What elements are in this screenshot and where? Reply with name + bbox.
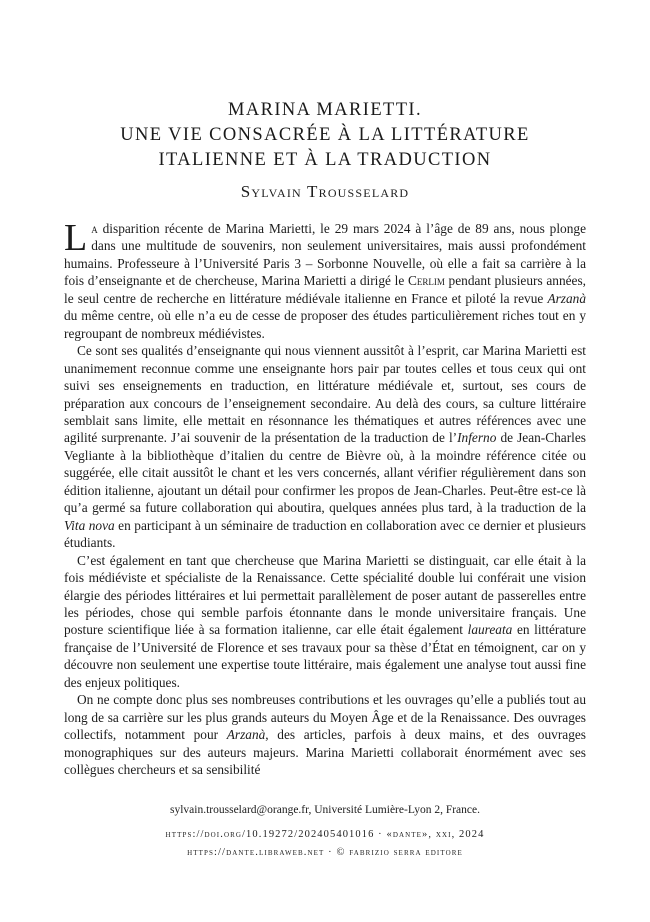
paragraph-1 (64, 217, 586, 342)
article-title-line-2: UNE VIE CONSACRÉE À LA LITTÉRATURE (120, 125, 530, 145)
drop-cap: L (64, 217, 88, 259)
author-affiliation: sylvain.trousselard@orange.fr, Université Lumière-Lyon 2, France. (170, 804, 480, 816)
paragraph-1-text-2: pendant plusieurs années, le seul centre de recherche en littérature médiévale italienne en France et piloté la revue (64, 273, 586, 306)
article-header (0, 98, 650, 203)
laureata-term: laureata (467, 622, 513, 638)
paragraph-4-text-1: On ne compte donc plus ses nombreuses contributions et les ouvrages qu’elle a publiés tout au long de sa carrière sur les plus grands auteurs du Moyen Âge et de la Renaissance. Des ouvrages collectifs, notamment pour (64, 692, 586, 743)
article-title-line-3: ITALIENNE ET À LA TRADUCTION (158, 150, 492, 170)
paragraph-2-text-3: en participant à un séminaire de traduction en collaboration avec ce dernier et plusieurs étudiants. (64, 517, 586, 551)
paragraph-1-text-1: disparition récente de Marina Marietti, le 29 mars 2024 à l’âge de 89 ans, nous plonge dans une multitude de souvenirs, non seulement universitaires, mais aussi profondément humains. Professeure à l’Université Paris 3 – Sorbonne Nouvelle, où elle a fait sa carrière à la fois d’enseignante et de chercheuse, Marina Marietti a dirigé le (64, 221, 586, 289)
paragraph-3-text-2: en littérature française de l’Université de Florence et ses travaux pour sa thèse d’État en témoignent, car on y découvre non seulement une expertise toute littéraire, mais également une analyse tout aussi fine des enjeux politiques. (64, 622, 586, 690)
publisher-line: https://dante.libraweb.net · © fabrizio serra editore (187, 847, 463, 858)
paragraph-3-text-1: C’est également en tant que chercheuse que Marina Marietti se distinguait, car elle était à la fois médiéviste et spécialiste de la Renaissance. Cette spécialité double lui conférait une vision élargie des périodes littéraires et lui permettait parallèlement de poser autant de passerelles entre les périodes, chose qui semble parfois étonnante dans le monde universitaire français. Une posture scientifique liée à sa formation italienne, car elle était également (64, 552, 586, 638)
paragraph-2 (64, 342, 586, 551)
article-title-line-1: MARINA MARIETTI. (227, 100, 423, 120)
arzana-title-2: Arzanà (226, 727, 266, 743)
drop-cap-continuation: a (91, 221, 98, 236)
paragraph-4 (64, 691, 586, 778)
article-author: Sylvain Trousselard (240, 182, 410, 201)
arzana-title: Arzanà (547, 290, 586, 306)
article-body (64, 217, 586, 779)
paragraph-2-text-2: de Jean-Charles Vegliante à la bibliothèque d’italien du centre de Bièvre où, à la moindre référence citée ou suggérée, elle citait aussitôt le chant et les vers concernés, allant vérifier régulièrement dans son édition italienne, ajoutant un détail pour confirmer les propos de Jean-Charles. Peut-être est-ce là qu’a germé sa future collaboration qui aboutira, quelques années plus tard, à la traduction de la (64, 430, 586, 516)
paragraph-4-text-2: , des articles, parfois à deux mains, et des ouvrages monographiques sur des auteurs majeurs. Marina Marietti collaborait énormément avec ses collègues chercheurs et sa sensibilité (64, 727, 586, 778)
inferno-title: Inferno (457, 430, 497, 446)
paragraph-3 (64, 552, 586, 692)
doi-line: https://doi.org/10.19272/202405401016 · «dante», xxi, 2024 (165, 829, 485, 840)
paragraph-1-text-3: du même centre, où elle n’a eu de cesse de proposer des études particulièrement riches tout en y regroupant de nombreux médiévistes. (64, 308, 586, 341)
vita-nova-title: Vita nova (64, 517, 115, 533)
paragraph-2-text-1: Ce sont ses qualités d’enseignante qui nous viennent aussitôt à l’esprit, car Marina Marietti est unanimement reconnue comme une enseignante hors pair par toutes celles et tous ceux qui ont suivi ses enseignements en traduction, en littérature médiévale et, surtout, ses cours de préparation aux concours de l’enseignement secondaire. Au delà des cours, sa culture littéraire semblait sans limite, elle mettait en résonnance les thématiques et autres références avec une agilité surprenante. J’ai souvenir de la présentation de la traduction de l’ (64, 343, 586, 446)
cerlim-acronym: Cerlim (407, 273, 445, 289)
